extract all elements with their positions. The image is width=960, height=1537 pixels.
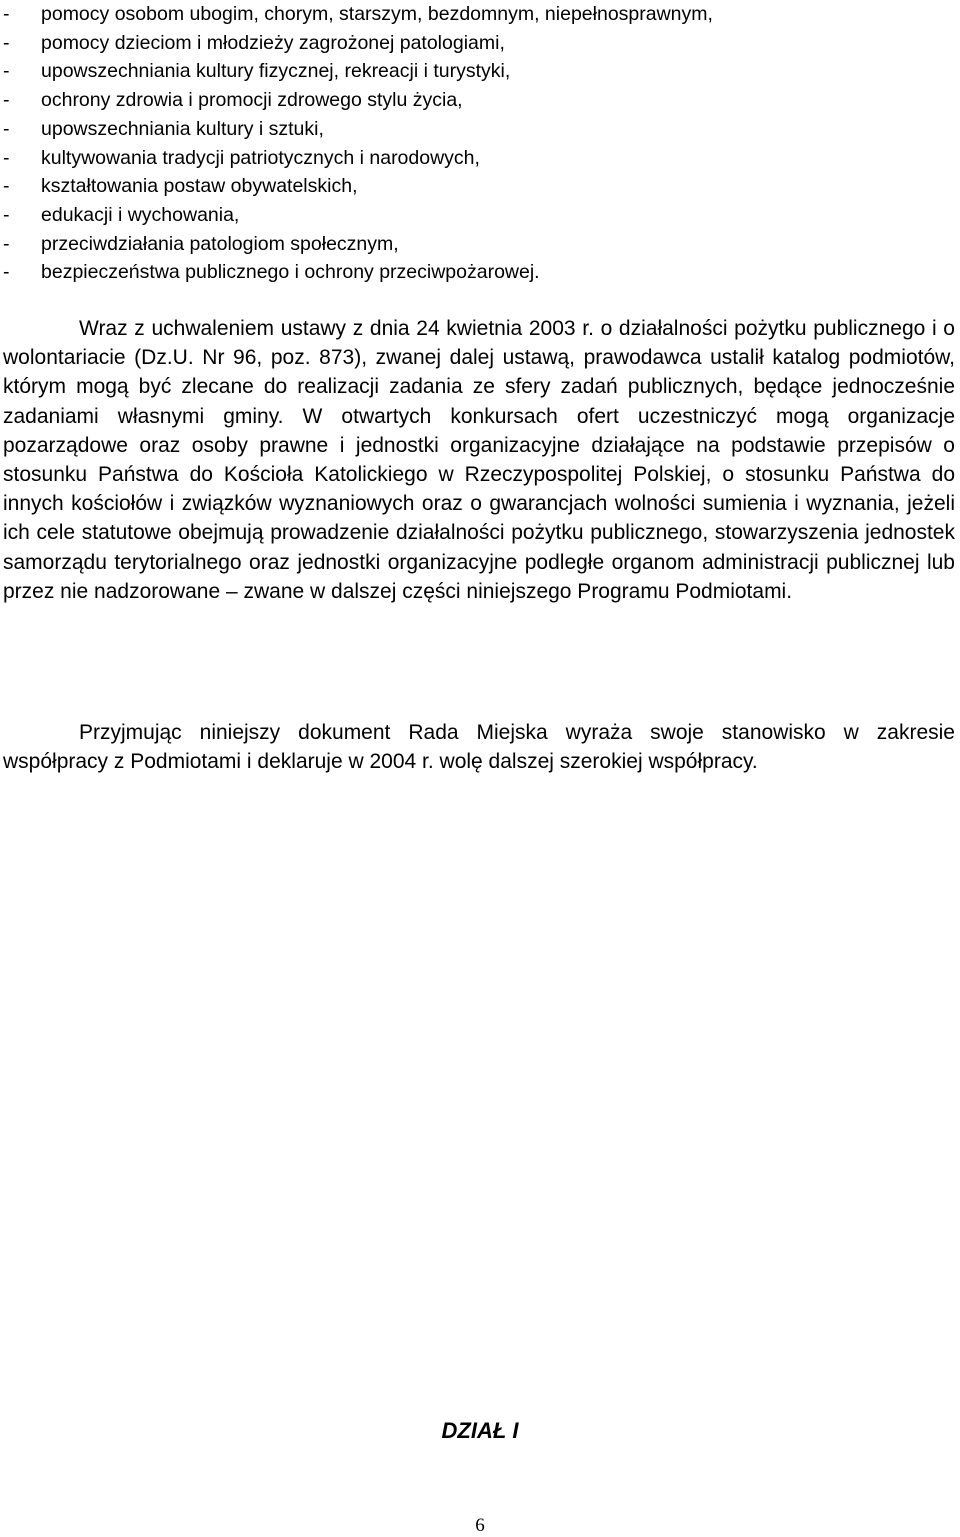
list-item [3,0,943,29]
list-item [3,144,943,173]
list-item-text: ochrony zdrowia i promocji zdrowego stylu życia, [41,89,463,112]
list-item-text: bezpieczeństwa publicznego i ochrony przeciwpożarowej. [41,261,540,284]
list-item [3,201,943,230]
list-item [3,86,943,115]
list-item-text: kultywowania tradycji patriotycznych i narodowych, [41,146,480,169]
list-marker: - [3,31,10,54]
list-item-text: pomocy dzieciom i młodzieży zagrożonej patologiami, [41,31,505,54]
list-item [3,29,943,58]
list-marker: - [3,232,10,255]
list-item [3,258,943,287]
list-marker: - [3,203,10,226]
list-marker: - [3,175,10,198]
declaration-paragraph: Przyjmując niniejszy dokument Rada Miejska wyraża swoje stanowisko w zakresie współpracy z Podmiotami i deklaruje w 2004 r. wolę dalszej szerokiej współpracy. [3,721,955,774]
list-item [3,230,943,259]
list-item [3,115,943,144]
list-item [3,172,943,201]
list-item [3,57,943,86]
activity-list [3,0,943,287]
page-number: 6 [475,1515,485,1536]
list-item-text: przeciwdziałania patologiom społecznym, [41,232,399,255]
section-heading: DZIAŁ I [441,1418,519,1443]
list-item-text: edukacji i wychowania, [41,203,240,226]
list-marker: - [3,146,10,169]
list-marker: - [3,89,10,112]
list-item-text: upowszechniania kultury i sztuki, [41,117,324,140]
list-marker: - [3,261,10,284]
list-marker: - [3,117,10,140]
list-marker: - [3,3,10,25]
law-paragraph: Wraz z uchwaleniem ustawy z dnia 24 kwietnia 2003 r. o działalności pożytku publicznego i o wolontariacie (Dz.U. Nr 96, poz. 873), zwanej dalej ustawą, prawodawca ustalił katalog podmiotów, którym mogą być zlecane do realizacji zadania ze sfery zadań publicznych, będące jednocześnie zadaniami własnymi gminy. W otwartych konkursach ofert uczestniczyć mogą organizacje pozarządowe oraz osoby prawne i jednostki organizacyjne działające na podstawie przepisów o stosunku Państwa do Kościoła Katolickiego w Rzeczypospolitej Polskiej, o stosunku Państwa do innych kościołów i związków wyznaniowych oraz o gwarancjach wolności sumienia i wyznania, jeżeli ich cele statutowe obejmują prowadzenie działalności pożytku publicznego, stowarzyszenia jednostek samorządu terytorialnego oraz jednostki organizacyjne podległe organom administracji publicznej lub przez nie nadzorowane – zwane w dalszej części niniejszego Programu Podmiotami. [3,317,955,603]
list-item-text: upowszechniania kultury fizycznej, rekreacji i turystyki, [41,60,511,83]
list-marker: - [3,60,10,83]
list-item-text: kształtowania postaw obywatelskich, [41,175,358,198]
list-item-text: pomocy osobom ubogim, chorym, starszym, bezdomnym, niepełnosprawnym, [41,3,713,25]
